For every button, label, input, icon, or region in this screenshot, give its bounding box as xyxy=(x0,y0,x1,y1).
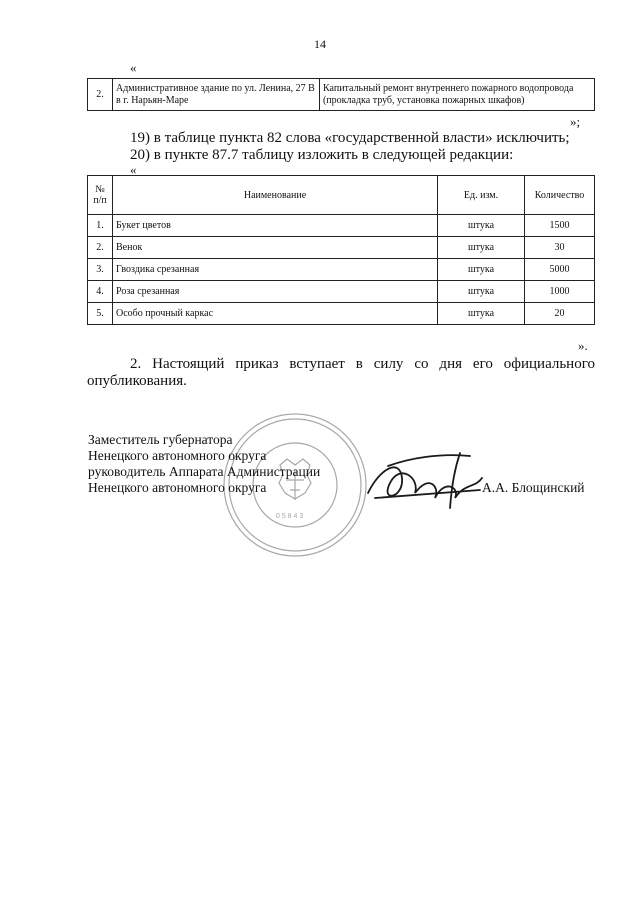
row-number: 2. xyxy=(88,79,113,111)
clause-2-line-2: опубликования. xyxy=(87,373,187,389)
item-20-text: 20) в пункте 87.7 таблицу изложить в следующей редакции: xyxy=(130,147,514,163)
signatory-title-line-4: Ненецкого автономного округа xyxy=(88,480,267,495)
row-name: Гвоздика срезанная xyxy=(113,259,438,281)
row-unit: штука xyxy=(438,259,525,281)
row-name: Роза срезанная xyxy=(113,281,438,303)
work-description: Капитальный ремонт внутреннего пожарного водопровода (прокладка труб, установка пожарных шкафов) xyxy=(320,79,595,111)
table-row xyxy=(88,281,595,303)
row-unit: штука xyxy=(438,303,525,325)
facility-table xyxy=(87,78,595,111)
page-number: 14 xyxy=(314,37,326,51)
col-header-unit: Ед. изм. xyxy=(438,176,525,215)
row-unit: штука xyxy=(438,237,525,259)
row-number: 4. xyxy=(88,281,113,303)
building-name: Административное здание по ул. Ленина, 27 В в г. Нарьян-Маре xyxy=(113,79,320,111)
signatory-name: А.А. Блощинский xyxy=(482,480,585,495)
svg-text:0 5 8 4 3: 0 5 8 4 3 xyxy=(276,513,304,520)
signatory-title-line-3: руководитель Аппарата Администрации xyxy=(88,464,321,479)
closing-quote: »; xyxy=(570,114,581,129)
goods-table xyxy=(87,175,595,325)
col-header-num: № п/п xyxy=(88,176,113,215)
closing-quote-2: ». xyxy=(578,338,588,353)
table-header-row xyxy=(88,176,595,215)
row-number: 2. xyxy=(88,237,113,259)
table-row xyxy=(88,303,595,325)
signatory-title-line-1: Заместитель губернатора xyxy=(88,432,233,447)
row-number: 5. xyxy=(88,303,113,325)
row-name: Венок xyxy=(113,237,438,259)
row-qty: 30 xyxy=(525,237,595,259)
row-qty: 1500 xyxy=(525,215,595,237)
opening-quote-2: « xyxy=(130,162,137,177)
row-number: 1. xyxy=(88,215,113,237)
table-row xyxy=(88,259,595,281)
table-row xyxy=(88,79,595,111)
row-number: 3. xyxy=(88,259,113,281)
col-header-name: Наименование xyxy=(113,176,438,215)
table-row xyxy=(88,237,595,259)
clause-2-line-1: 2. Настоящий приказ вступает в силу со дня его официального xyxy=(130,356,595,372)
signatory-title-line-2: Ненецкого автономного округа xyxy=(88,448,267,463)
row-name: Букет цветов xyxy=(113,215,438,237)
col-header-qty: Количество xyxy=(525,176,595,215)
row-qty: 1000 xyxy=(525,281,595,303)
row-qty: 5000 xyxy=(525,259,595,281)
row-qty: 20 xyxy=(525,303,595,325)
handwritten-signature xyxy=(360,448,490,523)
row-name: Особо прочный каркас xyxy=(113,303,438,325)
item-19-text: 19) в таблице пункта 82 слова «государственной власти» исключить; xyxy=(130,130,570,146)
table-row xyxy=(88,215,595,237)
row-unit: штука xyxy=(438,215,525,237)
opening-quote: « xyxy=(130,60,137,75)
row-unit: штука xyxy=(438,281,525,303)
